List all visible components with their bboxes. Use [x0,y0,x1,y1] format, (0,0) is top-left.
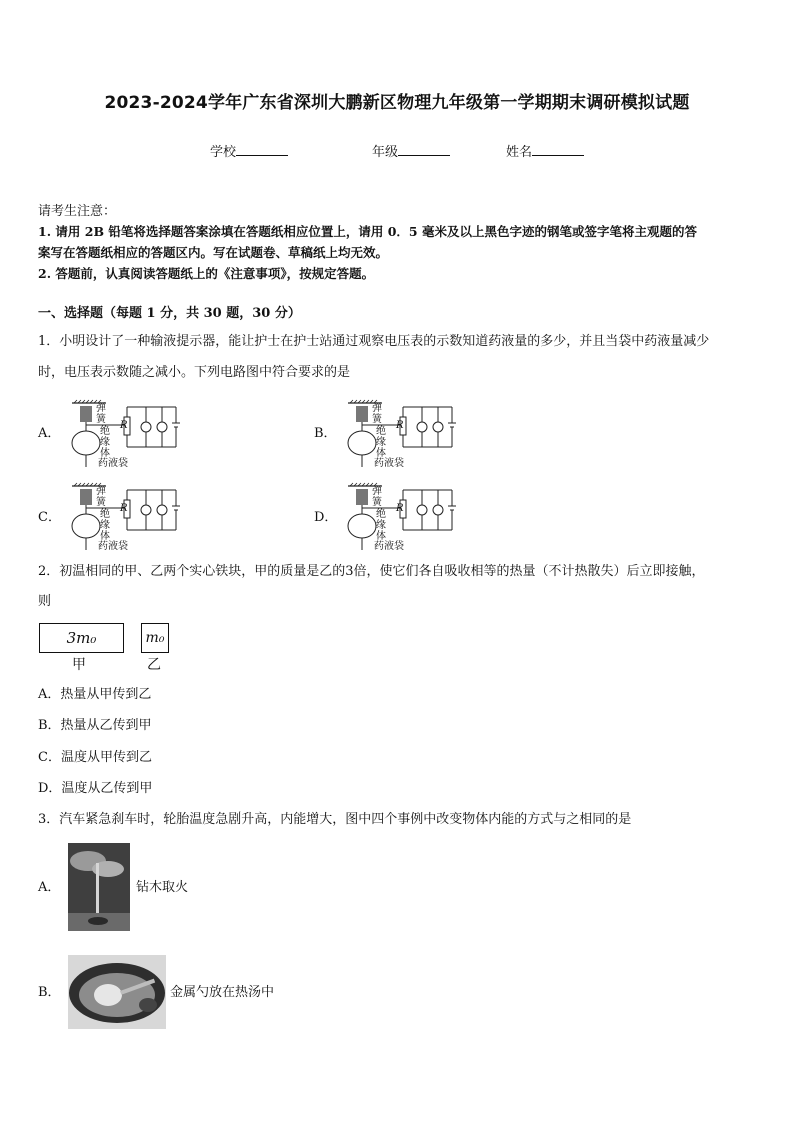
q1-option-c-label: C． [38,510,61,525]
q2-line1: 2．初温相同的甲、乙两个实心铁块，甲的质量是乙的3倍，使它们各自吸收相等的热量（不计热散失）后立即接触， [38,564,705,579]
school-field [210,141,288,160]
notice-item2: 2. 答题前，认真阅读答题纸上的《注意事项》，按规定答题。 [38,266,375,281]
q2-option-a: A．热量从甲传到乙 [38,687,152,702]
q1-a-bag-label: 药液袋 [98,458,128,469]
block-yi-label: 乙 [147,657,161,673]
q1-c-spring-label: 弹簧 [96,486,106,508]
spoon-in-soup-photo [68,955,166,1029]
school-label: 学校 [210,145,237,160]
name-blank [532,143,584,156]
notice-item1-line2: 案写在答题纸相应的答题区内。写在试题卷、草稿纸上均无效。 [38,245,389,260]
q1-b-resistor-label: R [396,420,404,431]
block-jia-mass: 3m₀ [66,629,97,647]
q3-option-a-text: 钻木取火 [136,880,189,895]
q1-a-insulator-label: 绝缘体 [100,426,110,459]
grade-label: 年级 [372,145,399,160]
q1-option-b-label: B． [314,426,337,441]
q1-d-insulator-label: 绝缘体 [376,509,386,542]
school-blank [236,143,288,156]
q1-d-bag-label: 药液袋 [374,541,404,552]
q1-line2: 时，电压表示数随之减小。下列电路图中符合要求的是 [38,365,351,380]
block-jia [39,623,124,653]
block-yi [141,623,169,653]
block-yi-mass: m₀ [145,630,165,646]
q2-line2: 则 [38,594,52,609]
page-title: 2023-2024学年广东省深圳大鹏新区物理九年级第一学期期末调研模拟试题 [104,93,690,113]
q2-option-d: D．温度从乙传到甲 [38,781,153,796]
q1-c-insulator-label: 绝缘体 [100,509,110,542]
drilling-wood-photo [68,843,130,931]
q1-a-spring-label: 弹簧 [96,403,106,425]
q3-option-b-letter: B． [38,985,61,1000]
q1-d-resistor-label: R [396,503,404,514]
block-jia-label: 甲 [72,657,86,673]
q1-c-bag-label: 药液袋 [98,541,128,552]
section1-heading: 一、选择题（每题 1 分，共 30 题，30 分） [38,306,301,321]
q3-option-b-text: 金属勺放在热汤中 [170,985,275,1000]
q3-line1: 3．汽车紧急刹车时，轮胎温度急剧升高，内能增大，图中四个事例中改变物体内能的方式与之相同的是 [38,812,632,827]
q2-option-b: B．热量从乙传到甲 [38,718,152,733]
q1-d-spring-label: 弹簧 [372,486,382,508]
notice-heading: 请考生注意： [38,204,117,219]
q1-option-a-label: A． [38,426,61,441]
q1-option-d-label: D． [314,510,338,525]
q1-line1: 1．小明设计了一种输液提示器，能让护士在护士站通过观察电压表的示数知道药液量的多少，并且当袋中药液量减少 [38,334,710,349]
q1-b-spring-label: 弹簧 [372,403,382,425]
name-field [506,141,584,160]
name-label: 姓名 [506,145,533,160]
q3-option-a-letter: A． [38,880,61,895]
q1-c-resistor-label: R [120,503,128,514]
q1-b-bag-label: 药液袋 [374,458,404,469]
q1-a-resistor-label: R [120,420,128,431]
q2-option-c: C．温度从甲传到乙 [38,750,152,765]
notice-item1-line1: 1. 请用 2B 铅笔将选择题答案涂填在答题纸相应位置上，请用 0．5 毫米及以上黑色字迹的钢笔或签字笔将主观题的答 [38,224,697,239]
grade-blank [398,143,450,156]
q1-b-insulator-label: 绝缘体 [376,426,386,459]
grade-field [372,141,450,160]
